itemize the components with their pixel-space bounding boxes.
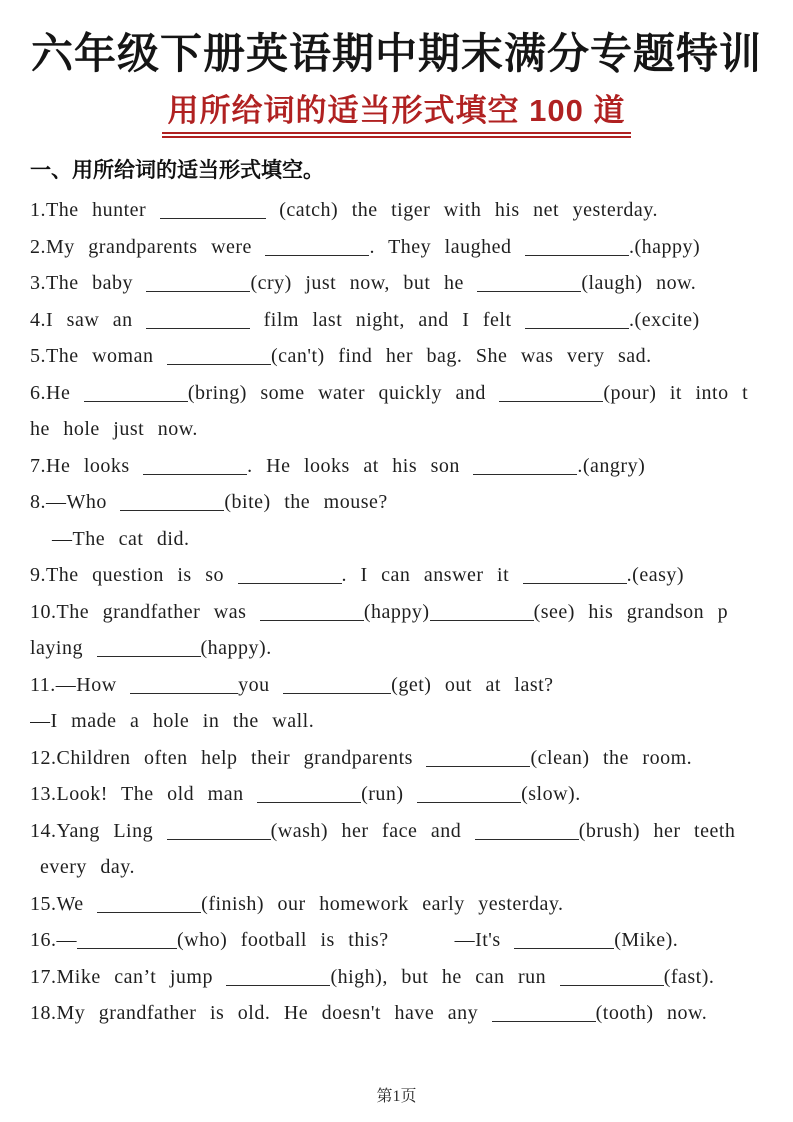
text-segment: (happy): [363, 600, 430, 623]
fill-in-blank: [143, 456, 247, 475]
text-segment: (run): [361, 783, 418, 806]
text-segment: . I can answer it: [341, 564, 523, 587]
fill-in-blank: [167, 821, 271, 840]
page-number: 第1页: [376, 1088, 417, 1105]
text-segment: (get) out at last?: [391, 673, 554, 696]
question-16: [30, 922, 765, 959]
text-segment: —It's: [454, 929, 515, 952]
text-segment: 5.The woman: [30, 345, 167, 368]
text-segment: (can't) find her bag. She was very sad.: [270, 345, 652, 368]
question-8-line-1: [30, 484, 765, 521]
text-segment: —I made a hole in the wall.: [30, 710, 315, 733]
fill-in-blank: [160, 200, 266, 219]
fill-in-blank: [523, 565, 627, 584]
fill-in-blank: [167, 346, 271, 365]
text-segment: (who) football is this?: [177, 929, 389, 952]
text-segment: 17.Mike can’t jump: [30, 965, 227, 988]
text-segment: 15.We: [30, 892, 98, 915]
text-segment: (see) his grandson p: [533, 600, 729, 623]
fill-in-blank: [146, 273, 250, 292]
text-segment: (laugh) now.: [581, 272, 697, 295]
subtitle-row: [0, 93, 793, 139]
text-segment: .(excite): [629, 308, 700, 331]
text-segment: (catch) the tiger with his net yesterday.: [265, 199, 658, 222]
question-14-line-2: [30, 849, 765, 886]
text-segment: . He looks at his son: [247, 454, 474, 477]
question-17: [30, 959, 765, 996]
fill-in-blank: [499, 383, 603, 402]
text-segment: (tooth) now.: [595, 1002, 708, 1025]
text-segment: you: [238, 673, 284, 696]
text-segment: 4.I saw an: [30, 308, 147, 331]
subtitle-double-underline: [162, 93, 632, 139]
fill-in-blank: [77, 930, 177, 949]
fill-in-blank: [514, 930, 614, 949]
text-segment: film last night, and I felt: [250, 308, 526, 331]
fill-in-blank: [417, 784, 521, 803]
fill-in-blank: [473, 456, 577, 475]
fill-in-blank: [257, 784, 361, 803]
text-segment: (wash) her face and: [270, 819, 475, 842]
question-13: [30, 776, 765, 813]
text-segment: .(happy): [628, 235, 701, 258]
text-segment: 13.Look! The old man: [30, 783, 258, 806]
text-segment: (bite) the mouse?: [224, 491, 388, 514]
fill-in-blank: [97, 894, 201, 913]
fill-in-blank: [130, 675, 238, 694]
fill-in-blank: [492, 1003, 596, 1022]
question-14-line-1: [30, 813, 765, 850]
text-segment: (Mike).: [614, 929, 679, 952]
fill-in-blank: [525, 237, 629, 256]
section-heading: 一、用所给词的适当形式填空。: [30, 159, 324, 183]
question-3: [30, 265, 765, 302]
text-segment: .(angry): [577, 454, 646, 477]
text-segment: (slow).: [521, 783, 581, 806]
question-7: [30, 448, 765, 485]
question-15: [30, 886, 765, 923]
fill-in-blank: [430, 602, 534, 621]
text-segment: he hole just now.: [30, 418, 198, 441]
fill-in-blank: [560, 967, 664, 986]
question-11-line-2: [30, 703, 765, 740]
text-segment: every day.: [40, 856, 135, 879]
text-segment: (high), but he can run: [330, 965, 560, 988]
fill-in-blank: [283, 675, 391, 694]
fill-in-blank: [84, 383, 188, 402]
fill-in-blank: [260, 602, 364, 621]
text-segment: 11.—How: [30, 673, 131, 696]
fill-in-blank: [97, 638, 201, 657]
spacer: [389, 945, 455, 946]
text-segment: 9.The question is so: [30, 564, 238, 587]
text-segment: (cry) just now, but he: [250, 272, 478, 295]
fill-in-blank: [238, 565, 342, 584]
fill-in-blank: [226, 967, 330, 986]
fill-in-blank: [265, 237, 369, 256]
text-segment: (finish) our homework early yesterday.: [201, 892, 564, 915]
text-segment: 16.—: [30, 929, 77, 952]
text-segment: 18.My grandfather is old. He doesn't have any: [30, 1002, 492, 1025]
question-10-line-2: [30, 630, 765, 667]
text-segment: 3.The baby: [30, 272, 147, 295]
page-subtitle: 用所给词的适当形式填空 100 道: [162, 93, 632, 135]
text-segment: —The cat did.: [52, 527, 190, 550]
text-segment: 2.My grandparents were: [30, 235, 266, 258]
page-title: 六年级下册英语期中期末满分专题特训: [30, 30, 762, 77]
text-segment: 14.Yang Ling: [30, 819, 167, 842]
text-segment: .(easy): [626, 564, 685, 587]
text-segment: (fast).: [663, 965, 715, 988]
text-segment: (pour) it into t: [603, 381, 749, 404]
fill-in-blank: [146, 310, 250, 329]
text-segment: 8.—Who: [30, 491, 121, 514]
question-2: [30, 229, 765, 266]
fill-in-blank: [477, 273, 581, 292]
fill-in-blank: [475, 821, 579, 840]
question-6-line-1: [30, 375, 765, 412]
text-segment: (happy).: [200, 637, 272, 660]
question-11-line-1: [30, 667, 765, 704]
question-8-line-2: [30, 521, 765, 558]
text-segment: (clean) the room.: [530, 746, 693, 769]
question-6-line-2: [30, 411, 765, 448]
text-segment: (brush) her teeth: [578, 819, 736, 842]
question-12: [30, 740, 765, 777]
fill-in-blank: [120, 492, 224, 511]
worksheet-body: [0, 188, 793, 1032]
text-segment: 7.He looks: [30, 454, 144, 477]
question-5: [30, 338, 765, 375]
fill-in-blank: [525, 310, 629, 329]
text-segment: 1.The hunter: [30, 199, 160, 222]
text-segment: 10.The grandfather was: [30, 600, 260, 623]
text-segment: 12.Children often help their grandparents: [30, 746, 427, 769]
text-segment: . They laughed: [369, 235, 525, 258]
text-segment: 6.He: [30, 381, 84, 404]
fill-in-blank: [426, 748, 530, 767]
question-4: [30, 302, 765, 339]
text-segment: laying: [30, 637, 97, 660]
text-segment: (bring) some water quickly and: [187, 381, 500, 404]
question-10-line-1: [30, 594, 765, 631]
question-1: [30, 192, 765, 229]
question-18: [30, 995, 765, 1032]
question-9: [30, 557, 765, 594]
